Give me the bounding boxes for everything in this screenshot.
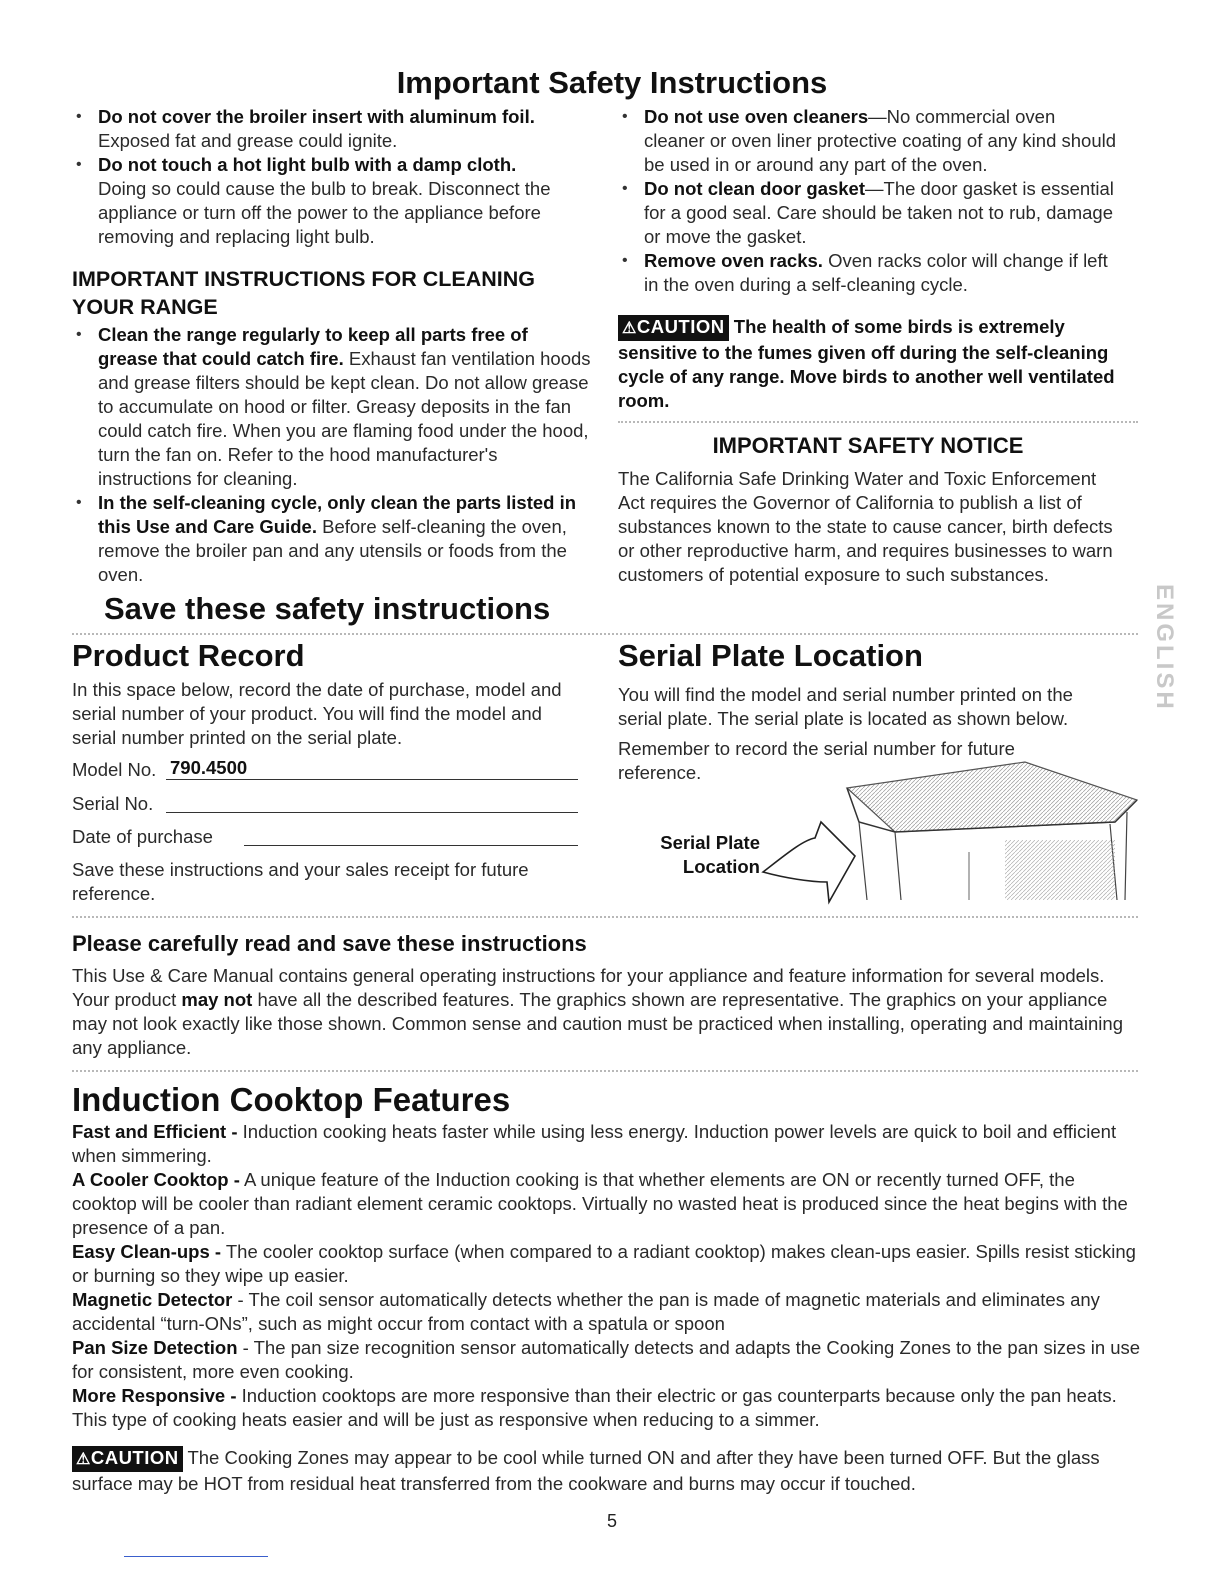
save-heading: Save these safety instructions bbox=[104, 591, 551, 626]
divider bbox=[72, 1070, 1138, 1072]
read-text-emphasis: may not bbox=[181, 989, 253, 1010]
list-item bbox=[72, 1384, 1142, 1432]
features-heading: Induction Cooktop Features bbox=[72, 1081, 511, 1118]
bullet-text: —The door gasket is essential for a good seal. Care should be taken not to rub, damage or move the gasket. bbox=[644, 178, 1114, 247]
notice-text: The California Safe Drinking Water and Toxic Enforcement Act requires the Governor of California to publish a list of substances known to the state to cause cancer, birth defects or other reproductive harm, and requires businesses to warn customers of potential exposure to such substances. bbox=[618, 468, 1113, 585]
bottom-caution-text: The Cooking Zones may appear to be cool while turned ON and after they have been turned OFF. But the glass surface may be HOT from residual heat transferred from the cookware and burns may occur if touched. bbox=[72, 1447, 1100, 1494]
feature-term: More Responsive - bbox=[72, 1385, 237, 1406]
bullet-text: Exhaust fan ventilation hoods and grease filters should be kept clean. Do not allow grease to accumulate on hood or filter. Greasy deposits in the fan could catch fire. When you are flaming food under the hood, turn the fan on. Refer to the hood manufacturer's instructions for cleaning. bbox=[98, 348, 591, 489]
list-item bbox=[618, 249, 1118, 297]
bird-caution bbox=[618, 315, 1118, 413]
feature-text: Induction cooktops are more responsive than their electric or gas counterparts because only the pan heats. This type of cooking heats easier and will be just as responsive when reducing to a simmer. bbox=[72, 1385, 1117, 1430]
list-item bbox=[72, 1168, 1142, 1240]
right-column-top bbox=[618, 105, 1118, 413]
callout-line-1: Serial Plate bbox=[660, 832, 760, 853]
divider bbox=[72, 633, 1138, 635]
cleaning-heading: IMPORTANT INSTRUCTIONS FOR CLEANING YOUR RANGE bbox=[72, 267, 536, 319]
serial-plate-text-2: Remember to record the serial number for future reference. bbox=[618, 738, 1015, 783]
read-heading: Please carefully read and save these instructions bbox=[72, 931, 587, 956]
right-bullets bbox=[618, 105, 1118, 297]
oven-side-shading bbox=[1005, 840, 1115, 900]
bullet-text: Doing so could cause the bulb to break. Disconnect the appliance or turn off the power to the appliance before removing and replacing light bulb. bbox=[98, 178, 551, 247]
page-title: Important Safety Instructions bbox=[396, 65, 828, 100]
list-item bbox=[72, 1240, 1142, 1288]
date-label: Date of purchase bbox=[72, 826, 213, 847]
warning-triangle-icon: ⚠ bbox=[76, 1451, 91, 1468]
read-text bbox=[72, 964, 1140, 1060]
list-item bbox=[72, 153, 592, 249]
feature-term: A Cooler Cooktop - bbox=[72, 1169, 240, 1190]
bird-caution-text: The health of some birds is extremely sensitive to the fumes given off during the self-cleaning cycle of any range. Move birds to another well ventilated room. bbox=[618, 316, 1115, 411]
bullet-bold: Do not cover the broiler insert with aluminum foil. bbox=[98, 106, 535, 127]
feature-text: The cooler cooktop surface (when compared to a radiant cooktop) makes clean-ups easier. Spills resist sticking or burning so they wipe up easier. bbox=[72, 1241, 1136, 1286]
feature-text: - The pan size recognition sensor automatically detects and adapts the Cooking Zones to the pan sizes in use for consistent, more even cooking. bbox=[72, 1337, 1141, 1382]
serial-plate-text-1: You will find the model and serial number printed on the serial plate. The serial plate is located as shown below. bbox=[618, 684, 1073, 729]
divider bbox=[618, 421, 1138, 423]
feature-term: Easy Clean-ups - bbox=[72, 1241, 222, 1262]
bullet-text: Exposed fat and grease could ignite. bbox=[98, 130, 398, 151]
caution-label: CAUTION bbox=[90, 1447, 179, 1468]
list-item bbox=[72, 1336, 1142, 1384]
model-label: Model No. bbox=[72, 759, 157, 780]
footer-link-line bbox=[124, 1556, 268, 1557]
feature-term: Pan Size Detection bbox=[72, 1337, 238, 1358]
model-value: 790.4500 bbox=[170, 757, 248, 778]
bullet-text: Oven racks color will change if left in the oven during a self-cleaning cycle. bbox=[644, 250, 1108, 295]
feature-text: - The coil sensor automatically detects whether the pan is made of magnetic materials and eliminates any accidental “turn-ONs”, such as might occur from contact with a spatula or spoon bbox=[72, 1289, 1100, 1334]
caution-badge bbox=[618, 315, 729, 341]
serial-label: Serial No. bbox=[72, 793, 154, 814]
cleaning-bullets bbox=[72, 323, 592, 587]
bullet-text: Before self-cleaning the oven, remove the broiler pan and any utensils or foods from the oven. bbox=[98, 516, 567, 585]
list-item bbox=[72, 1288, 1142, 1336]
feature-term: Fast and Efficient - bbox=[72, 1121, 238, 1142]
feature-term: Magnetic Detector bbox=[72, 1289, 233, 1310]
product-record-footer: Save these instructions and your sales receipt for future reference. bbox=[72, 859, 529, 904]
bullet-bold: Do not use oven cleaners bbox=[644, 106, 869, 127]
serial-plate-callout bbox=[640, 831, 760, 879]
warning-triangle-icon: ⚠ bbox=[622, 320, 637, 337]
left-column-top bbox=[72, 105, 592, 587]
page-number: 5 bbox=[606, 1511, 617, 1531]
left-bullets-top bbox=[72, 105, 592, 249]
cooktop-surface bbox=[847, 762, 1137, 832]
divider bbox=[72, 916, 1138, 918]
bottom-caution bbox=[72, 1446, 1142, 1496]
model-field-line bbox=[166, 779, 578, 780]
read-text-part-1: This Use & Care Manual contains general operating instructions for your appliance and feature information for several models. Your product bbox=[72, 965, 1105, 1010]
list-item bbox=[72, 323, 592, 491]
bullet-bold: Remove oven racks. bbox=[644, 250, 823, 271]
serial-plate-heading: Serial Plate Location bbox=[618, 638, 923, 673]
list-item bbox=[72, 105, 592, 153]
list-item bbox=[72, 1120, 1142, 1168]
bullet-bold: Clean the range regularly to keep all parts free of grease that could catch fire. bbox=[98, 324, 528, 369]
feature-text: Induction cooking heats faster while using less energy. Induction power levels are quick to boil and efficient when simmering. bbox=[72, 1121, 1117, 1166]
language-tab: ENGLISH bbox=[1151, 584, 1178, 712]
oven-illustration bbox=[755, 760, 1140, 905]
callout-line-2: Location bbox=[682, 856, 760, 877]
list-item bbox=[618, 105, 1118, 177]
list-item bbox=[618, 177, 1118, 249]
caution-badge bbox=[72, 1446, 183, 1472]
list-item bbox=[72, 491, 592, 587]
feature-text: A unique feature of the Induction cooking is that whether elements are ON or recently turned OFF, the cooktop will be cooler than radiant element ceramic cooktops. Virtually no wasted heat is produced since the heat begins with the presence of a pan. bbox=[72, 1169, 1128, 1238]
product-record-heading: Product Record bbox=[72, 638, 305, 673]
read-text-part-2: have all the described features. The graphics shown are representative. The graphics on your appliance may not look exactly like those shown. Common sense and caution must be practiced when installing, operating and maintaining any appliance. bbox=[72, 989, 1123, 1058]
features-list bbox=[72, 1120, 1142, 1432]
date-field-line bbox=[244, 845, 578, 846]
bullet-bold: Do not touch a hot light bulb with a damp cloth. bbox=[98, 154, 517, 175]
notice-heading: IMPORTANT SAFETY NOTICE bbox=[712, 433, 1024, 458]
serial-field-line bbox=[166, 812, 578, 813]
caution-label: CAUTION bbox=[636, 316, 725, 337]
bullet-text: —No commercial oven cleaner or oven liner protective coating of any kind should be used in or around any part of the oven. bbox=[644, 106, 1117, 175]
bullet-bold: Do not clean door gasket bbox=[644, 178, 866, 199]
bullet-bold: In the self-cleaning cycle, only clean the parts listed in this Use and Care Guide. bbox=[98, 492, 577, 537]
callout-arrow-icon bbox=[763, 822, 855, 902]
product-record-intro: In this space below, record the date of purchase, model and serial number of your product. You will find the model and serial number printed on the serial plate. bbox=[72, 679, 562, 748]
